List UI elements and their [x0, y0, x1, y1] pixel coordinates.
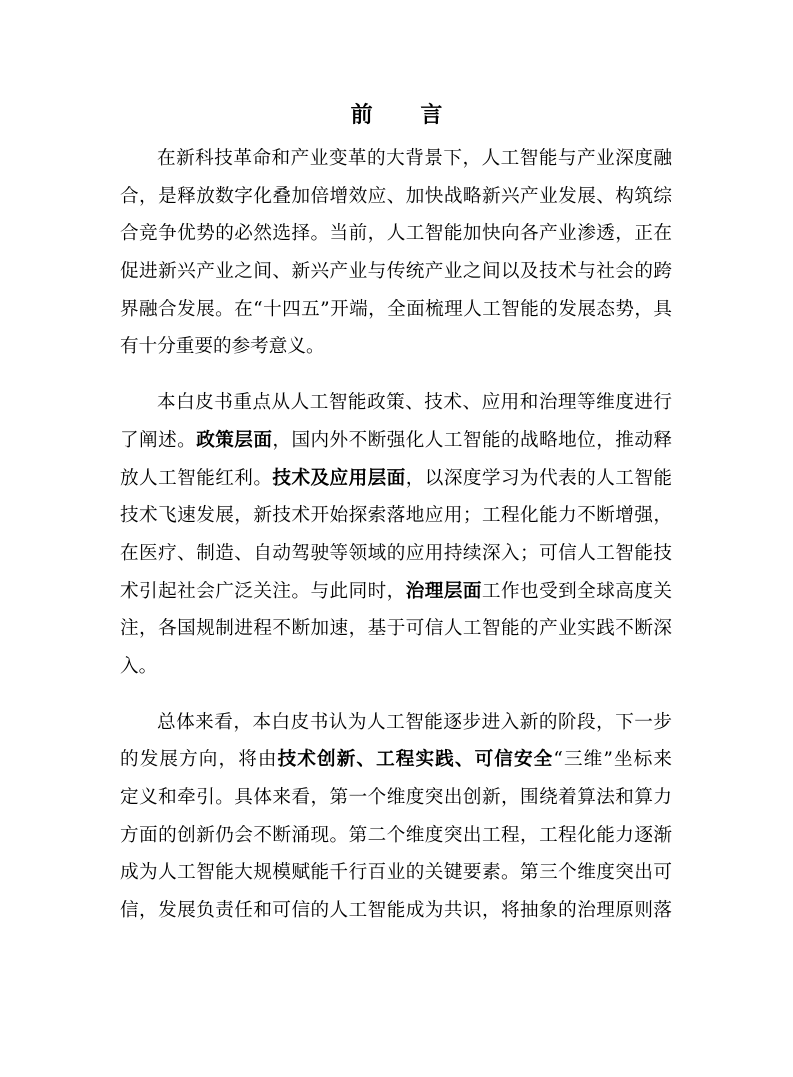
page-title: 前 言 — [350, 103, 463, 128]
text-line — [120, 422, 672, 460]
paragraph-3 — [120, 704, 672, 930]
text-line: 在新科技革命和产业变革的大背景下，人工智能与产业深度融 — [157, 148, 672, 169]
text-line: 定义和牵引。具体来看，第一个维度突出创新，围绕着算法和算力 — [120, 787, 672, 808]
text-span: 工作也受到全球高度关 — [481, 580, 672, 602]
bold-term-tech-application: 技术及应用层面 — [272, 467, 406, 489]
text-line: 在医疗、制造、自动驾驶等领域的应用持续深入；可信人工智能技 — [120, 542, 672, 564]
bold-term-policy: 政策层面 — [196, 429, 273, 451]
paragraph-2 — [120, 384, 672, 686]
text-line: 合竞争优势的必然选择。当前，人工智能加快向各产业渗透，正在 — [120, 223, 672, 245]
text-line: 信，发展负责任和可信的人工智能成为共识，将抽象的治理原则落 — [120, 900, 672, 922]
body-text — [120, 140, 672, 930]
text-span: 了阐述。 — [120, 429, 197, 451]
text-span: ，以深度学习为代表的人工智能 — [405, 467, 672, 489]
text-line: 方面的创新仍会不断涌现。第二个维度突出工程，工程化能力逐渐 — [120, 824, 672, 846]
text-line: 入。 — [120, 655, 158, 677]
text-span: 的发展方向，将由 — [120, 749, 278, 771]
text-span: “三维”坐标来 — [553, 749, 672, 771]
text-line — [120, 573, 672, 611]
text-span: ，国内外不断强化人工智能的战略地位，推动释 — [272, 429, 672, 451]
bold-term-three-dimensions: 技术创新、工程实践、可信安全 — [277, 749, 554, 771]
text-line: 技术飞速发展，新技术开始探索落地应用；工程化能力不断增强， — [120, 505, 672, 527]
text-line: 有十分重要的参考意义。 — [120, 336, 325, 358]
text-span: 术引起社会广泛关注。与此同时， — [120, 580, 406, 602]
text-span: 放人工智能红利。 — [120, 467, 273, 489]
text-line: 总体来看，本白皮书认为人工智能逐步进入新的阶段，下一步 — [157, 711, 672, 733]
text-line: 本白皮书重点从人工智能政策、技术、应用和治理等维度进行 — [157, 392, 672, 414]
text-line: 促进新兴产业之间、新兴产业与传统产业之间以及技术与社会的跨 — [120, 261, 672, 283]
text-line — [120, 460, 672, 498]
paragraph-1 — [120, 140, 672, 366]
text-line: 界融合发展。在“十四五”开端，全面梳理人工智能的发展态势，具 — [120, 298, 672, 320]
text-line — [120, 741, 672, 779]
text-line: 成为人工智能大规模赋能千行百业的关键要素。第三个维度突出可 — [120, 862, 672, 884]
text-line: 注，各国规制进程不断加速，基于可信人工智能的产业实践不断深 — [120, 618, 672, 640]
bold-term-governance: 治理层面 — [405, 580, 482, 602]
text-line: 合，是释放数字化叠加倍增效应、加快战略新兴产业发展、构筑综 — [120, 185, 672, 207]
